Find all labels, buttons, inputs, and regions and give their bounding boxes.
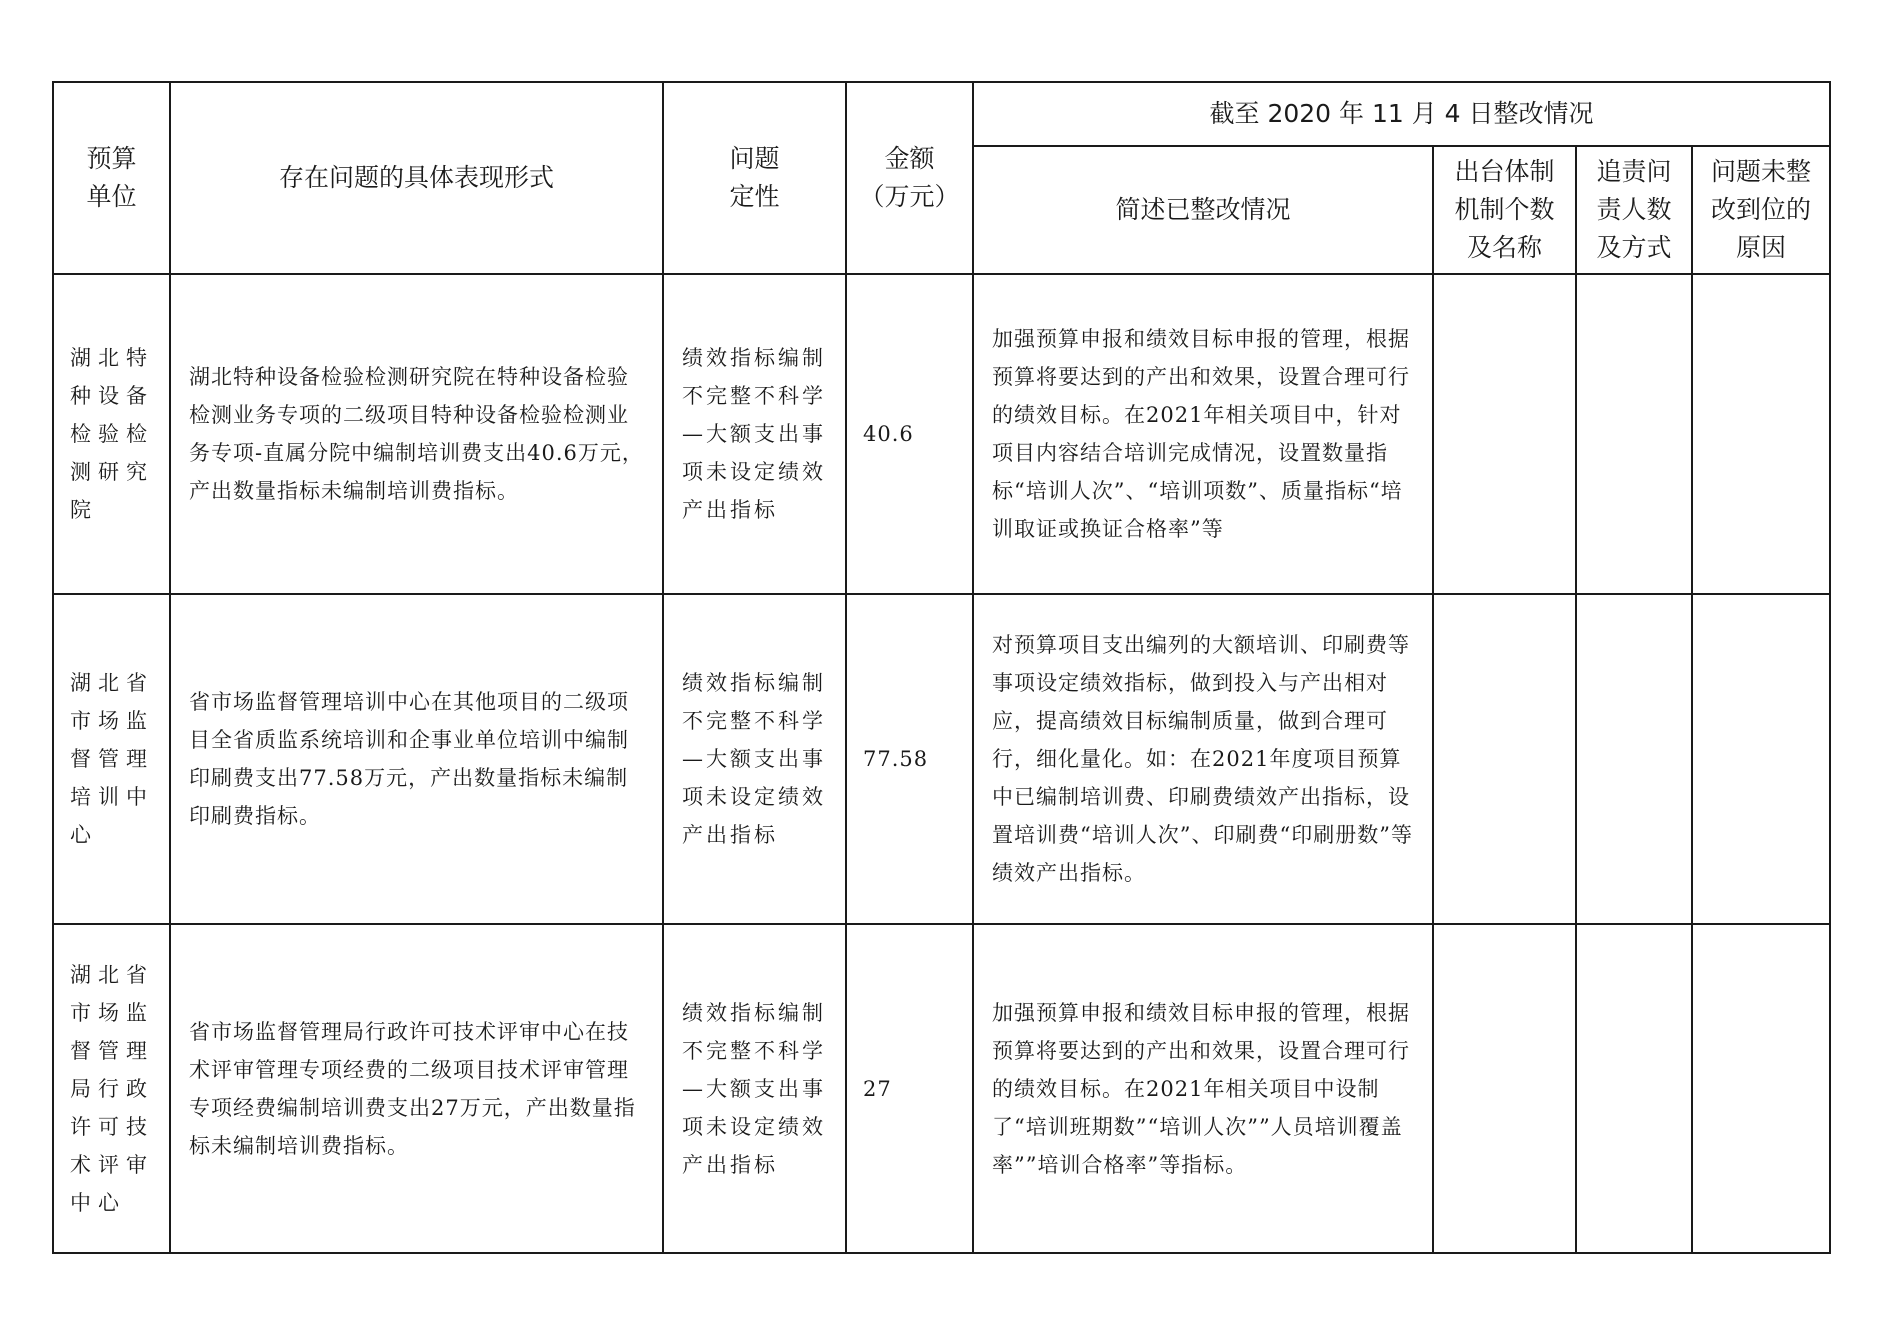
amount-cell: 40.6 bbox=[846, 274, 973, 594]
rectified-summary-cell: 加强预算申报和绩效目标申报的管理，根据预算将要达到的产出和效果，设置合理可行的绩效目标。在2021年相关项目中，针对项目内容结合培训完成情况，设置数量指标“培训人次”、“培训项数”、质量指标“培训取证或换证合格率”等 bbox=[973, 274, 1433, 594]
header-unrectified-reason: 问题未整 改到位的 原因 bbox=[1692, 146, 1830, 274]
header-budget-unit: 预算 单位 bbox=[53, 82, 170, 274]
budget-unit-cell: 湖北省市场监督管理局行政许可技术评审中心 bbox=[53, 924, 170, 1253]
table-row bbox=[53, 924, 1830, 1253]
accountability-cell bbox=[1576, 594, 1692, 924]
budget-unit-cell: 湖北特种设备检验检测研究院 bbox=[53, 274, 170, 594]
mechanisms-cell bbox=[1433, 594, 1576, 924]
amount-cell: 77.58 bbox=[846, 594, 973, 924]
header-accountability: 追责问 责人数 及方式 bbox=[1576, 146, 1692, 274]
header-rectified-summary: 简述已整改情况 bbox=[973, 146, 1433, 274]
header-problem-nature: 问题 定性 bbox=[663, 82, 846, 274]
header-rectification-status: 截至 2020 年 11 月 4 日整改情况 bbox=[973, 82, 1830, 146]
unrectified-reason-cell bbox=[1692, 594, 1830, 924]
table-row bbox=[53, 274, 1830, 594]
accountability-cell bbox=[1576, 924, 1692, 1253]
unrectified-reason-cell bbox=[1692, 924, 1830, 1253]
mechanisms-cell bbox=[1433, 924, 1576, 1253]
header-problem-description: 存在问题的具体表现形式 bbox=[170, 82, 663, 274]
unrectified-reason-cell bbox=[1692, 274, 1830, 594]
rectification-table bbox=[52, 81, 1831, 1254]
budget-unit-cell: 湖北省市场监督管理培训中心 bbox=[53, 594, 170, 924]
table-row bbox=[53, 594, 1830, 924]
problem-description-cell: 省市场监督管理局行政许可技术评审中心在技术评审管理专项经费的二级项目技术评审管理专项经费编制培训费支出27万元，产出数量指标未编制培训费指标。 bbox=[170, 924, 663, 1253]
problem-description-cell: 省市场监督管理培训中心在其他项目的二级项目全省质监系统培训和企事业单位培训中编制印刷费支出77.58万元，产出数量指标未编制印刷费指标。 bbox=[170, 594, 663, 924]
amount-cell: 27 bbox=[846, 924, 973, 1253]
problem-description-cell: 湖北特种设备检验检测研究院在特种设备检验检测业务专项的二级项目特种设备检验检测业务专项-直属分院中编制培训费支出40.6万元，产出数量指标未编制培训费指标。 bbox=[170, 274, 663, 594]
problem-nature-cell: 绩效指标编制不完整不科学—大额支出事项未设定绩效产出指标 bbox=[663, 274, 846, 594]
header-amount: 金额 （万元） bbox=[846, 82, 973, 274]
header-mechanisms: 出台体制 机制个数 及名称 bbox=[1433, 146, 1576, 274]
rectified-summary-cell: 加强预算申报和绩效目标申报的管理，根据预算将要达到的产出和效果，设置合理可行的绩效目标。在2021年相关项目中设制了“培训班期数”“培训人次””人员培训覆盖率””培训合格率”等指标。 bbox=[973, 924, 1433, 1253]
problem-nature-cell: 绩效指标编制不完整不科学—大额支出事项未设定绩效产出指标 bbox=[663, 594, 846, 924]
rectified-summary-cell: 对预算项目支出编列的大额培训、印刷费等事项设定绩效指标，做到投入与产出相对应，提高绩效目标编制质量，做到合理可行，细化量化。如：在2021年度项目预算中已编制培训费、印刷费绩效产出指标，设置培训费“培训人次”、印刷费“印刷册数”等绩效产出指标。 bbox=[973, 594, 1433, 924]
accountability-cell bbox=[1576, 274, 1692, 594]
problem-nature-cell: 绩效指标编制不完整不科学—大额支出事项未设定绩效产出指标 bbox=[663, 924, 846, 1253]
mechanisms-cell bbox=[1433, 274, 1576, 594]
